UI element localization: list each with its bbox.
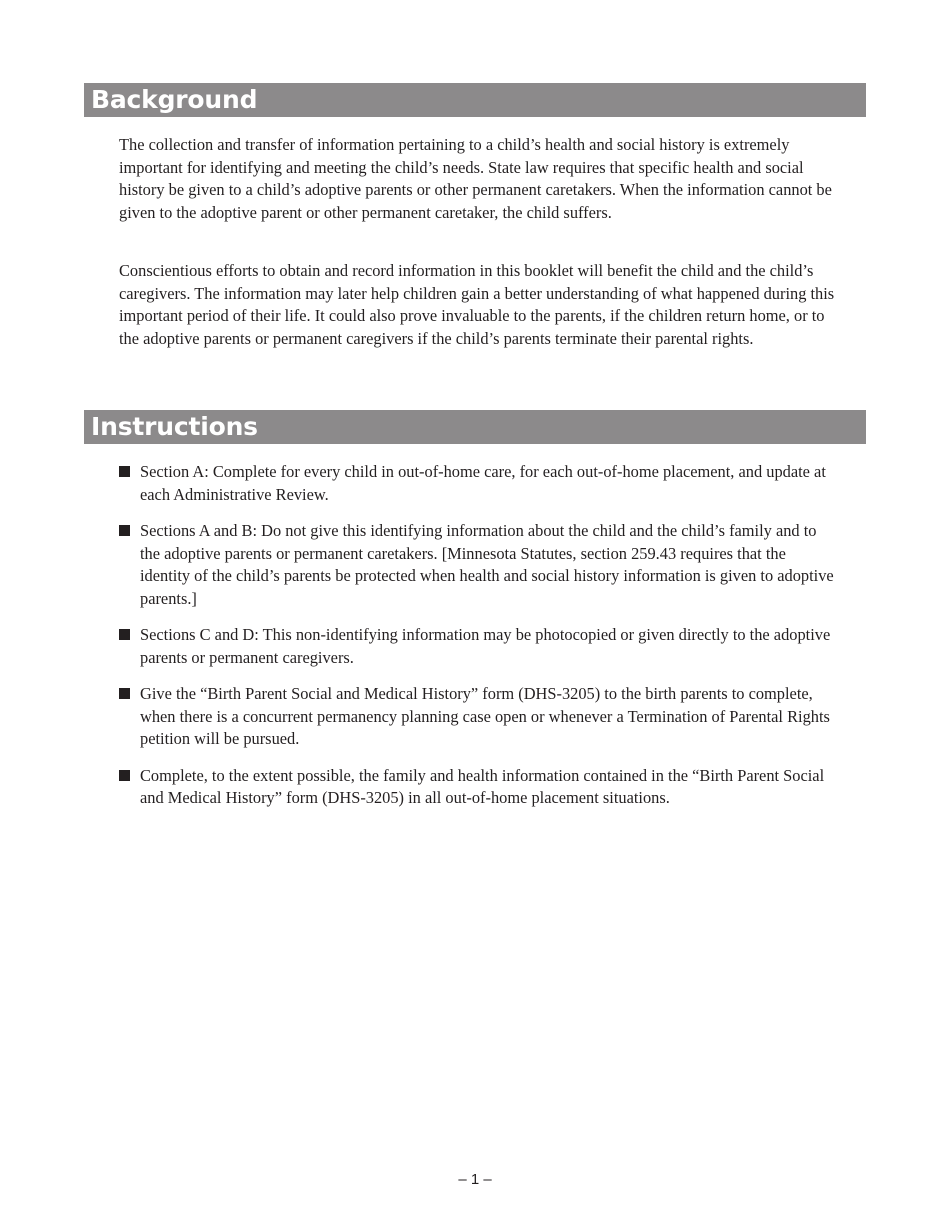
square-bullet-icon: [119, 629, 130, 640]
instruction-item: [119, 461, 839, 506]
instruction-item: [119, 683, 839, 751]
instruction-text: Give the “Birth Parent Social and Medical History” form (DHS-3205) to the birth parents to complete, when there is a concurrent permanency planning case open or whenever a Termination of Parental Rights petition will be pursued.: [140, 684, 830, 748]
instruction-text: Sections C and D: This non-identifying information may be photocopied or given directly to the adoptive parents or permanent caregivers.: [140, 625, 831, 667]
instructions-heading: Instructions: [84, 410, 866, 444]
square-bullet-icon: [119, 525, 130, 536]
instruction-text: Sections A and B: Do not give this identifying information about the child and the child’s family and to the adoptive parents or permanent caretakers. [Minnesota Statutes, section 259.43 requires that the identity of the child’s parents be protected when health and social history information is given to adoptive parents.]: [140, 521, 834, 608]
instructions-list: [119, 461, 839, 824]
square-bullet-icon: [119, 466, 130, 477]
background-paragraph-2: Conscientious efforts to obtain and record information in this booklet will benefit the child and the child’s caregivers. The information may later help children gain a better understanding of what happened during this important period of their life. It could also prove invaluable to the parents, if the children return home, or to the adoptive parents or permanent caregivers if the child’s parents terminate their parental rights.: [119, 261, 835, 348]
background-paragraph-1: The collection and transfer of information pertaining to a child’s health and social history is extremely important for identifying and meeting the child’s needs. State law requires that specific health and social history be given to a child’s adoptive parents or other permanent caretakers. When the information cannot be given to the adoptive parent or other permanent caretaker, the child suffers.: [119, 135, 832, 222]
instruction-text: Section A: Complete for every child in out-of-home care, for each out-of-home placement, and update at each Administrative Review.: [140, 462, 826, 504]
square-bullet-icon: [119, 770, 130, 781]
square-bullet-icon: [119, 688, 130, 699]
page-number: – 1 –: [458, 1171, 492, 1188]
instruction-text: Complete, to the extent possible, the family and health information contained in the “Birth Parent Social and Medical History” form (DHS-3205) in all out-of-home placement situations.: [140, 765, 825, 807]
instruction-item: [119, 624, 839, 669]
instruction-item: [119, 765, 839, 810]
instruction-item: [119, 520, 839, 610]
background-heading: Background: [84, 83, 866, 117]
